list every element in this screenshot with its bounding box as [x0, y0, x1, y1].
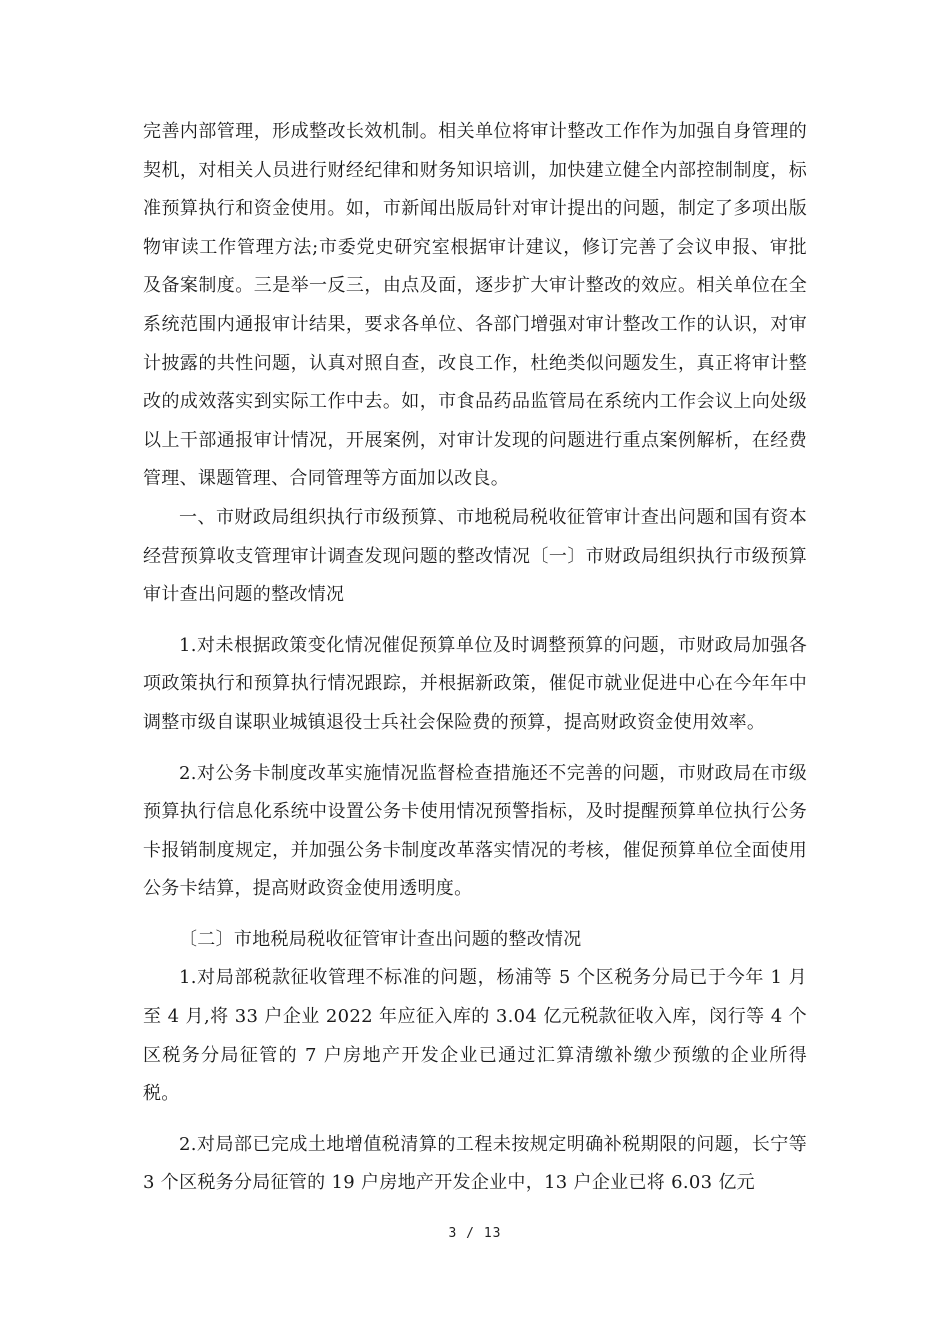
paragraph-tax-item-2: 2.对局部已完成土地增值税清算的工程未按规定明确补税期限的问题，长宁等 3 个区税务分局征管的 19 户房地产开发企业中，13 户企业已将 6.03 亿元	[143, 1133, 807, 1194]
paragraph-continuation: 完善内部管理，形成整改长效机制。相关单位将审计整改工作作为加强自身管理的契机，对相关人员进行财经纪律和财务知识培训，加快建立健全内部控制制度，标准预算执行和资金使用。如，市新闻出版局针对审计提出的问题，制定了多项出版物审读工作管理方法;市委党史研究室根据审计建议，修订完善了会议申报、审批及备案制度。三是举一反三，由点及面，逐步扩大审计整改的效应。相关单位在全系统范围内通报审计结果，要求各单位、各部门增强对审计整改工作的认识，对审计披露的共性问题，认真对照自查，改良工作，杜绝类似问题发生，真正将审计整改的成效落实到实际工作中去。如，市食品药品监管局在系统内工作会议上向处级以上干部通报审计情况，开展案例，对审计发现的问题进行重点案例解析，在经费管理、课题管理、合同管理等方面加以改良。	[143, 121, 807, 490]
document-body	[143, 113, 807, 1203]
paragraph-item-1: 1.对未根据政策变化情况催促预算单位及时调整预算的问题，市财政局加强各项政策执行和预算执行情况跟踪，并根据新政策，催促市就业促进中心在今年年中调整市级自谋职业城镇退役士兵社会保险费的预算，提高财政资金使用效率。	[143, 634, 807, 733]
paragraph-item-2: 2.对公务卡制度改革实施情况监督检查措施还不完善的问题，市财政局在市级预算执行信息化系统中设置公务卡使用情况预警指标，及时提醒预算单位执行公务卡报销制度规定，并加强公务卡制度改革落实情况的考核，催促预算单位全面使用公务卡结算，提高财政资金使用透明度。	[143, 762, 807, 900]
section-heading-one: 一、市财政局组织执行市级预算、市地税局税收征管审计查出问题和国有资本经营预算收支管理审计调查发现问题的整改情况〔一〕市财政局组织执行市级预算审计查出问题的整改情况	[143, 506, 807, 606]
page-number: 3 / 13	[448, 1226, 502, 1241]
paragraph-tax-item-1: 1.对局部税款征收管理不标准的问题，杨浦等 5 个区税务分局已于今年 1 月至 4 月,将 33 户企业 2022 年应征入库的 3.04 亿元税款征收入库，闵行等 4 个区税务分局征管的 7 户房地产开发企业已通过汇算清缴补缴少预缴的企业所得税。	[143, 967, 807, 1105]
subsection-heading-two: 〔二〕市地税局税收征管审计查出问题的整改情况	[179, 928, 582, 950]
